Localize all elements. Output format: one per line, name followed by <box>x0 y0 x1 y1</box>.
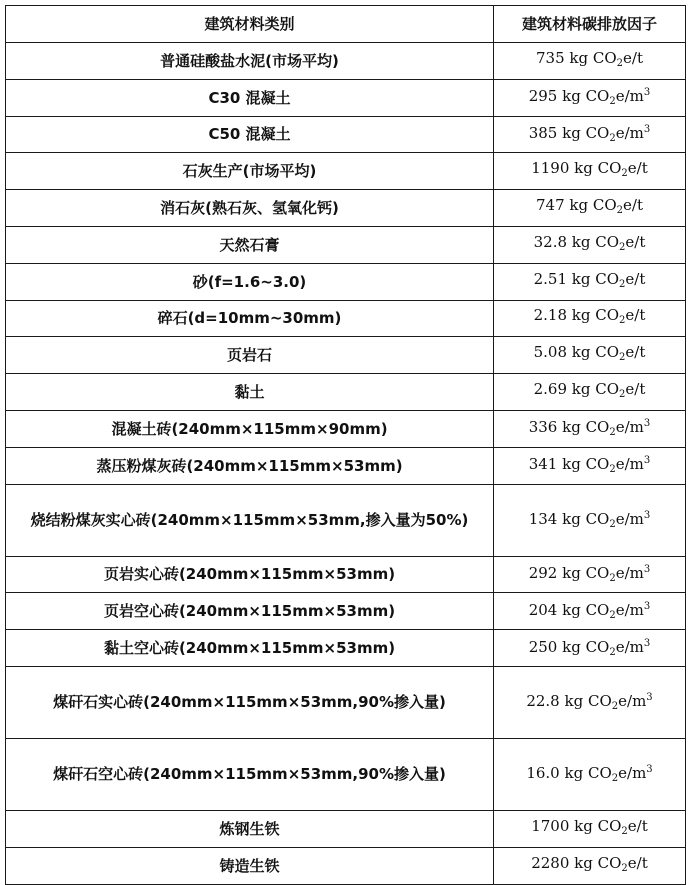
factor-value: 2.69 <box>533 380 568 399</box>
table-row <box>6 190 686 227</box>
factor-value: 1700 <box>531 816 570 835</box>
factor-value: 385 <box>528 123 558 142</box>
factor-unit: kg $CO_2e/m^3$ <box>557 600 651 621</box>
table-row <box>6 410 686 447</box>
table-row <box>6 630 686 667</box>
table-row <box>6 556 686 593</box>
material-category-cell: 黏土 <box>6 374 494 411</box>
factor-unit: kg $CO_2e/m^3$ <box>557 455 651 476</box>
factor-value: 341 <box>528 455 558 474</box>
emission-factor-cell <box>494 630 686 667</box>
emission-factor-cell <box>494 556 686 593</box>
factor-value: 134 <box>528 509 558 528</box>
material-category-cell: 烧结粉煤灰实心砖(240mm×115mm×53mm,掺入量为50%) <box>6 484 494 556</box>
table-row <box>6 263 686 300</box>
material-category-cell: 页岩石 <box>6 337 494 374</box>
material-category-cell: 铸造生铁 <box>6 847 494 884</box>
table-row <box>6 738 686 810</box>
emission-factor-cell <box>494 484 686 556</box>
emission-factor-cell <box>494 43 686 80</box>
table-row <box>6 43 686 80</box>
emission-factor-cell <box>494 447 686 484</box>
factor-value: 204 <box>528 600 558 619</box>
factor-unit: kg $CO_2e/m^3$ <box>559 763 653 784</box>
factor-unit: kg $CO_2e/t$ <box>567 232 646 253</box>
table-row <box>6 447 686 484</box>
table-row <box>6 116 686 153</box>
material-category-cell: 碎石(d=10mm~30mm) <box>6 300 494 337</box>
factor-value: 2280 <box>531 853 570 872</box>
material-category-cell: 混凝土砖(240mm×115mm×90mm) <box>6 410 494 447</box>
material-category-cell: C30 混凝土 <box>6 79 494 116</box>
factor-unit: kg $CO_2e/t$ <box>567 269 646 290</box>
factor-unit: kg $CO_2e/t$ <box>564 48 643 69</box>
factor-unit: kg $CO_2e/t$ <box>567 380 646 401</box>
emission-factor-cell <box>494 410 686 447</box>
emission-factor-cell <box>494 374 686 411</box>
table-row <box>6 593 686 630</box>
emission-factor-table <box>5 5 686 885</box>
table-row <box>6 153 686 190</box>
material-category-cell: 天然石膏 <box>6 226 494 263</box>
factor-value: 250 <box>528 637 558 656</box>
emission-factor-cell <box>494 190 686 227</box>
factor-value: 16.0 <box>526 763 560 782</box>
factor-value: 747 <box>536 196 565 215</box>
material-category-cell: C50 混凝土 <box>6 116 494 153</box>
material-category-cell: 炼钢生铁 <box>6 810 494 847</box>
factor-unit: kg $CO_2e/m^3$ <box>557 418 651 439</box>
emission-factor-cell <box>494 226 686 263</box>
factor-value: 32.8 <box>533 232 568 251</box>
table-row <box>6 226 686 263</box>
header-material-category: 建筑材料类别 <box>6 6 494 43</box>
factor-value: 336 <box>528 418 558 437</box>
factor-unit: kg $CO_2e/t$ <box>564 196 643 217</box>
table-header-row <box>6 6 686 43</box>
header-emission-factor: 建筑材料碳排放因子 <box>494 6 686 43</box>
table-body <box>6 43 686 885</box>
material-category-cell: 砂(f=1.6~3.0) <box>6 263 494 300</box>
emission-factor-cell <box>494 666 686 738</box>
factor-unit: kg $CO_2e/m^3$ <box>557 87 651 108</box>
table-row <box>6 374 686 411</box>
factor-unit: kg $CO_2e/t$ <box>567 343 646 364</box>
table-row <box>6 847 686 884</box>
emission-factor-cell <box>494 263 686 300</box>
factor-value: 1190 <box>531 159 570 178</box>
table-row <box>6 79 686 116</box>
material-category-cell: 页岩实心砖(240mm×115mm×53mm) <box>6 556 494 593</box>
material-category-cell: 黏土空心砖(240mm×115mm×53mm) <box>6 630 494 667</box>
factor-unit: kg $CO_2e/m^3$ <box>557 509 651 530</box>
material-category-cell: 页岩空心砖(240mm×115mm×53mm) <box>6 593 494 630</box>
emission-factor-cell <box>494 116 686 153</box>
factor-unit: kg $CO_2e/t$ <box>569 816 648 837</box>
factor-unit: kg $CO_2e/t$ <box>567 306 646 327</box>
factor-unit: kg $CO_2e/t$ <box>569 853 648 874</box>
factor-unit: kg $CO_2e/t$ <box>569 159 648 180</box>
table-row <box>6 810 686 847</box>
factor-value: 5.08 <box>533 343 568 362</box>
factor-unit: kg $CO_2e/m^3$ <box>557 123 651 144</box>
factor-value: 295 <box>528 87 558 106</box>
table-row <box>6 337 686 374</box>
factor-unit: kg $CO_2e/m^3$ <box>557 563 651 584</box>
emission-factor-cell <box>494 153 686 190</box>
material-category-cell: 石灰生产(市场平均) <box>6 153 494 190</box>
factor-value: 2.51 <box>533 269 568 288</box>
material-category-cell: 消石灰(熟石灰、氢氧化钙) <box>6 190 494 227</box>
emission-factor-cell <box>494 337 686 374</box>
factor-unit: kg $CO_2e/m^3$ <box>559 691 653 712</box>
emission-factor-cell <box>494 593 686 630</box>
emission-factor-cell <box>494 738 686 810</box>
material-category-cell: 蒸压粉煤灰砖(240mm×115mm×53mm) <box>6 447 494 484</box>
table-row <box>6 666 686 738</box>
table-row <box>6 484 686 556</box>
material-category-cell: 煤矸石空心砖(240mm×115mm×53mm,90%掺入量) <box>6 738 494 810</box>
material-category-cell: 煤矸石实心砖(240mm×115mm×53mm,90%掺入量) <box>6 666 494 738</box>
emission-factor-cell <box>494 847 686 884</box>
factor-value: 2.18 <box>533 306 568 325</box>
emission-factor-cell <box>494 300 686 337</box>
emission-factor-cell <box>494 810 686 847</box>
factor-value: 735 <box>536 48 565 67</box>
emission-factor-cell <box>494 79 686 116</box>
factor-unit: kg $CO_2e/m^3$ <box>557 637 651 658</box>
table-row <box>6 300 686 337</box>
factor-value: 22.8 <box>526 691 560 710</box>
factor-value: 292 <box>528 563 558 582</box>
material-category-cell: 普通硅酸盐水泥(市场平均) <box>6 43 494 80</box>
